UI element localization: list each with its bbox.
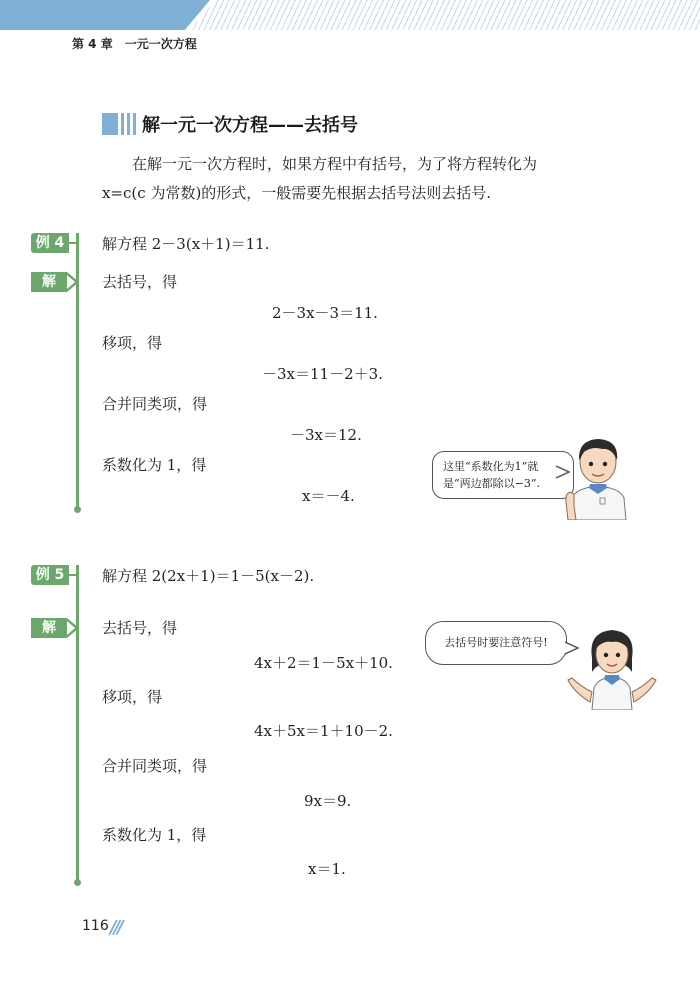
example-4-step-3-text: 合并同类项，得: [102, 395, 208, 413]
bubble-line-1: 这里“系数化为1”就: [443, 460, 539, 473]
intro-line-2: x=c(c 为常数)的形式，一般需要先根据去括号法则去括号.: [102, 184, 492, 202]
section-title: [102, 112, 358, 136]
example-5-step-2-equation: 4x＋5x＝1＋10－2.: [254, 722, 393, 740]
example-4-label: 例 4: [31, 233, 69, 253]
title-bars-icon: [102, 113, 136, 135]
page-number: 116: [82, 918, 109, 934]
bubble-line-1: 去括号时要注意符号!: [444, 636, 548, 649]
intro-paragraph: [102, 150, 582, 208]
example-5-step-3-equation: 9x＝9.: [304, 792, 352, 810]
page-number-slashes-icon: ///: [110, 917, 121, 938]
example-4-step-1-equation: 2－3x－3＝11.: [272, 304, 378, 322]
example-5-solution-label: 解: [31, 618, 67, 638]
top-decoration-bar: [0, 0, 700, 30]
example-5-problem: 解方程 2(2x＋1)＝1－5(x－2).: [102, 567, 315, 585]
example-5-end-dot: [74, 879, 81, 886]
example-4-step-2-equation: －3x＝11－2＋3.: [262, 365, 383, 383]
example-5-step-4-text: 系数化为 1，得: [102, 826, 207, 844]
example-5-step-1-equation: 4x＋2＝1－5x＋10.: [254, 654, 393, 672]
example-5-step-3-text: 合并同类项，得: [102, 757, 208, 775]
example-4-step-1-text: 去括号，得: [102, 273, 178, 291]
example-4-solution-label: 解: [31, 272, 67, 292]
chapter-header: 第 4 章 一元一次方程: [72, 37, 197, 51]
example-5-step-1-text: 去括号，得: [102, 619, 178, 637]
example-4-step-4-equation: x＝－4.: [302, 487, 355, 505]
boy-illustration-icon: [562, 432, 634, 520]
example-5-label: 例 5: [31, 565, 69, 585]
example-5-line: [76, 565, 79, 883]
example-4-problem: 解方程 2－3(x＋1)＝11.: [102, 235, 270, 253]
example-4-step-3-equation: －3x＝12.: [290, 426, 362, 444]
example-5-speech-bubble: [425, 621, 567, 665]
example-4-end-dot: [74, 506, 81, 513]
example-5-step-4-equation: x＝1.: [308, 860, 346, 878]
example-4-step-4-text: 系数化为 1，得: [102, 456, 207, 474]
girl-illustration-icon: [566, 622, 658, 710]
section-title-text: 解一元一次方程——去括号: [142, 115, 358, 136]
example-4-speech-bubble: [432, 451, 574, 499]
intro-line-1: 在解一元一次方程时，如果方程中有括号，为了将方程转化为: [132, 155, 538, 173]
example-5-step-2-text: 移项，得: [102, 688, 163, 706]
example-4-step-2-text: 移项，得: [102, 334, 163, 352]
bubble-line-2: 是“两边都除以−3”.: [443, 477, 540, 490]
